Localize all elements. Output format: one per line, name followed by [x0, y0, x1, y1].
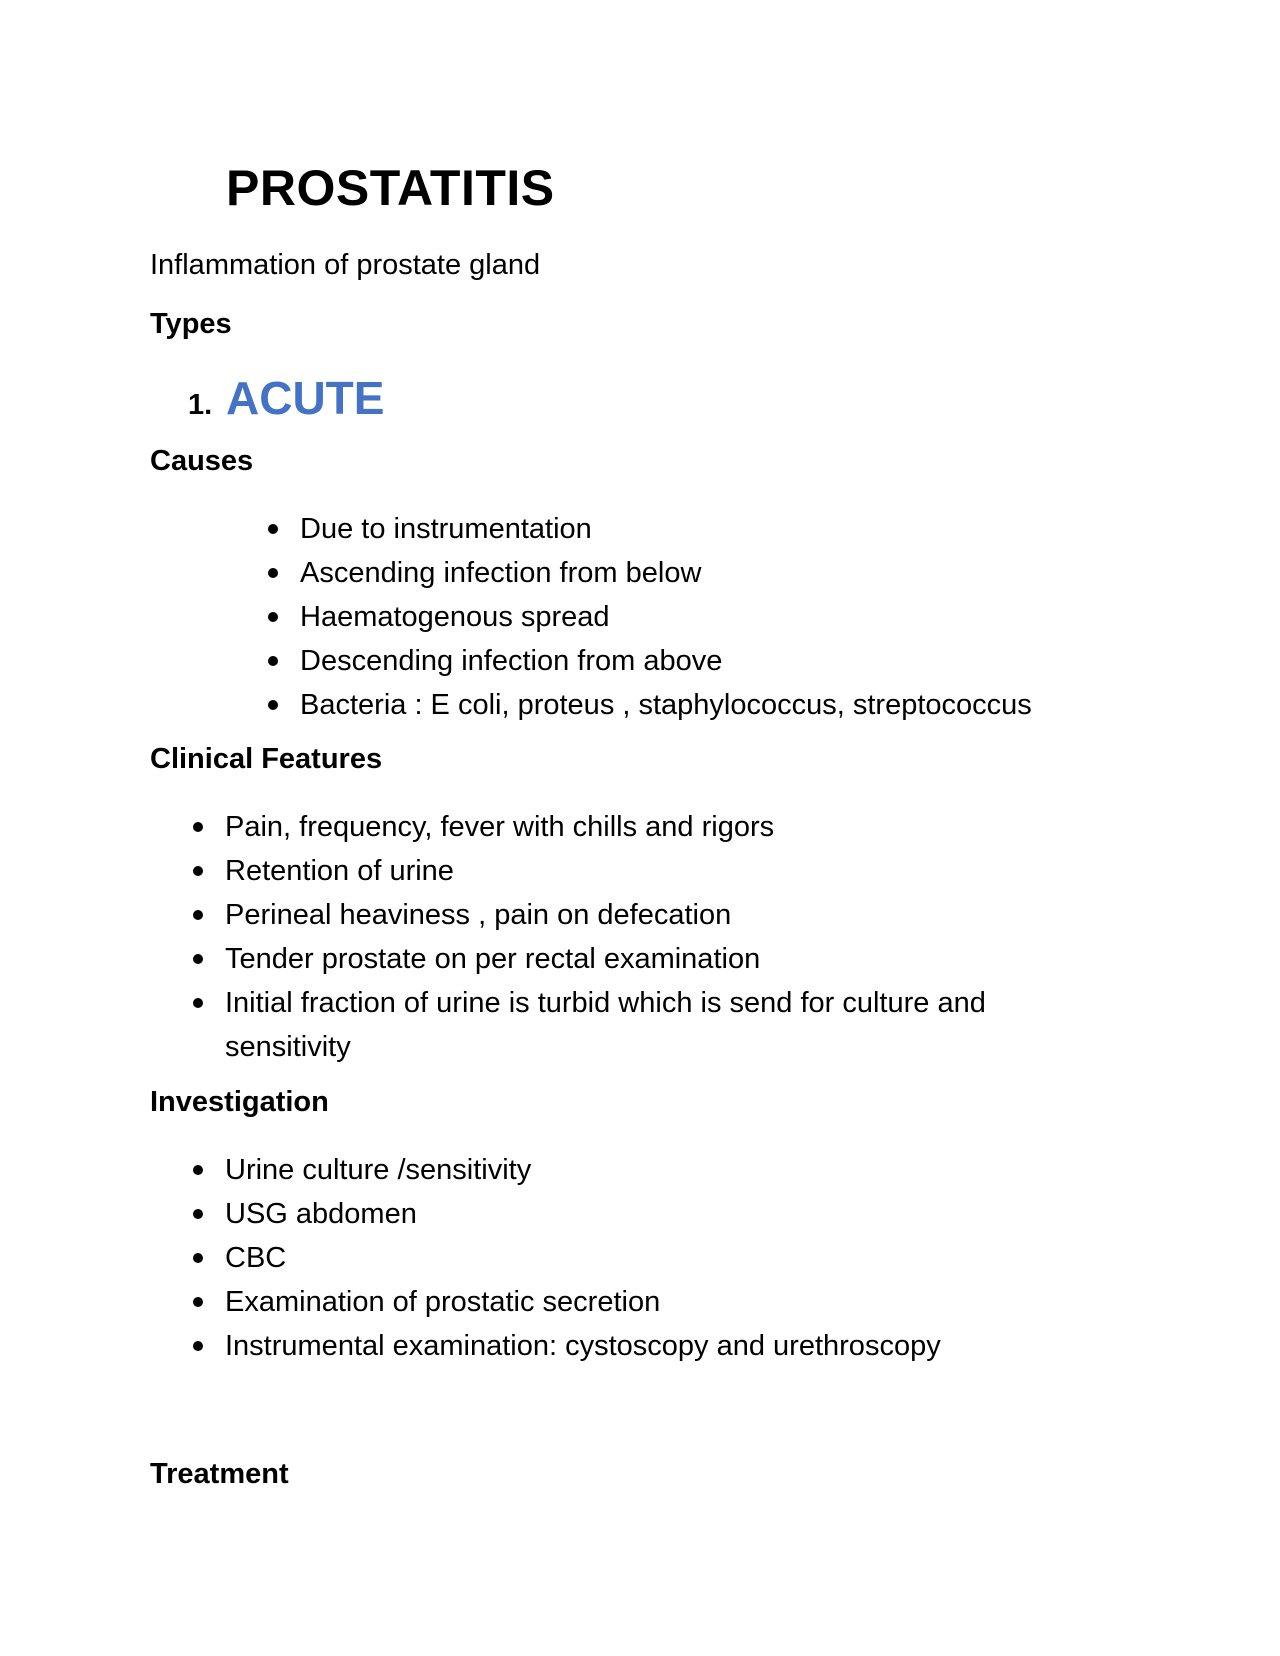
list-item-text: Due to instrumentation: [300, 513, 592, 545]
list-item: [300, 683, 1200, 727]
list-item: [225, 805, 1085, 849]
list-item-text: USG abdomen: [225, 1198, 417, 1230]
list-item: [225, 981, 1085, 1069]
list-item: [300, 507, 1200, 551]
list-item: [225, 893, 1085, 937]
causes-heading: Causes: [150, 445, 254, 477]
list-item: [225, 1148, 1125, 1192]
type-label: ACUTE: [226, 372, 385, 424]
bullet-icon: [193, 910, 203, 920]
causes-list: [300, 507, 1200, 727]
list-item-text: Tender prostate on per rectal examination: [225, 943, 761, 975]
list-item: [225, 1192, 1125, 1236]
list-item-text: Retention of urine: [225, 855, 454, 887]
list-item: [225, 937, 1085, 981]
list-item: [225, 1280, 1125, 1324]
list-item: [300, 551, 1200, 595]
investigation-list: [225, 1148, 1125, 1368]
list-item-text: Ascending infection from below: [300, 557, 702, 589]
bullet-icon: [193, 998, 203, 1008]
list-item-text: Descending infection from above: [300, 645, 723, 677]
type-number: 1.: [188, 389, 213, 421]
bullet-icon: [193, 1341, 203, 1351]
bullet-icon: [193, 954, 203, 964]
bullet-icon: [193, 822, 203, 832]
list-item-text: Perineal heaviness , pain on defecation: [225, 899, 732, 931]
list-item: [300, 595, 1200, 639]
bullet-icon: [193, 1297, 203, 1307]
bullet-icon: [268, 612, 278, 622]
bullet-icon: [193, 1165, 203, 1175]
bullet-icon: [193, 866, 203, 876]
bullet-icon: [193, 1209, 203, 1219]
list-item-text: Initial fraction of urine is turbid which is send for culture and sensitivity: [225, 987, 986, 1063]
bullet-icon: [268, 568, 278, 578]
bullet-icon: [268, 700, 278, 710]
bullet-icon: [268, 524, 278, 534]
list-item: [225, 1236, 1125, 1280]
list-item: [225, 849, 1085, 893]
list-item: [300, 639, 1200, 683]
clinical-features-heading: Clinical Features: [150, 743, 383, 775]
type-item-acute: [188, 370, 384, 426]
list-item-text: Examination of prostatic secretion: [225, 1286, 661, 1318]
bullet-icon: [193, 1253, 203, 1263]
intro-text: Inflammation of prostate gland: [150, 249, 541, 281]
list-item-text: Bacteria : E coli, proteus , staphylococcus, streptococcus: [300, 689, 1032, 721]
list-item-text: CBC: [225, 1242, 287, 1274]
page-title: PROSTATITIS: [226, 160, 555, 216]
treatment-heading: Treatment: [150, 1458, 289, 1490]
bullet-icon: [268, 656, 278, 666]
list-item-text: Urine culture /sensitivity: [225, 1154, 532, 1186]
investigation-heading: Investigation: [150, 1086, 329, 1118]
list-item-text: Haematogenous spread: [300, 601, 610, 633]
clinical-features-list: [225, 805, 1085, 1069]
types-heading: Types: [150, 308, 232, 340]
list-item: [225, 1324, 1125, 1368]
list-item-text: Instrumental examination: cystoscopy and urethroscopy: [225, 1330, 941, 1362]
list-item-text: Pain, frequency, fever with chills and rigors: [225, 811, 775, 843]
